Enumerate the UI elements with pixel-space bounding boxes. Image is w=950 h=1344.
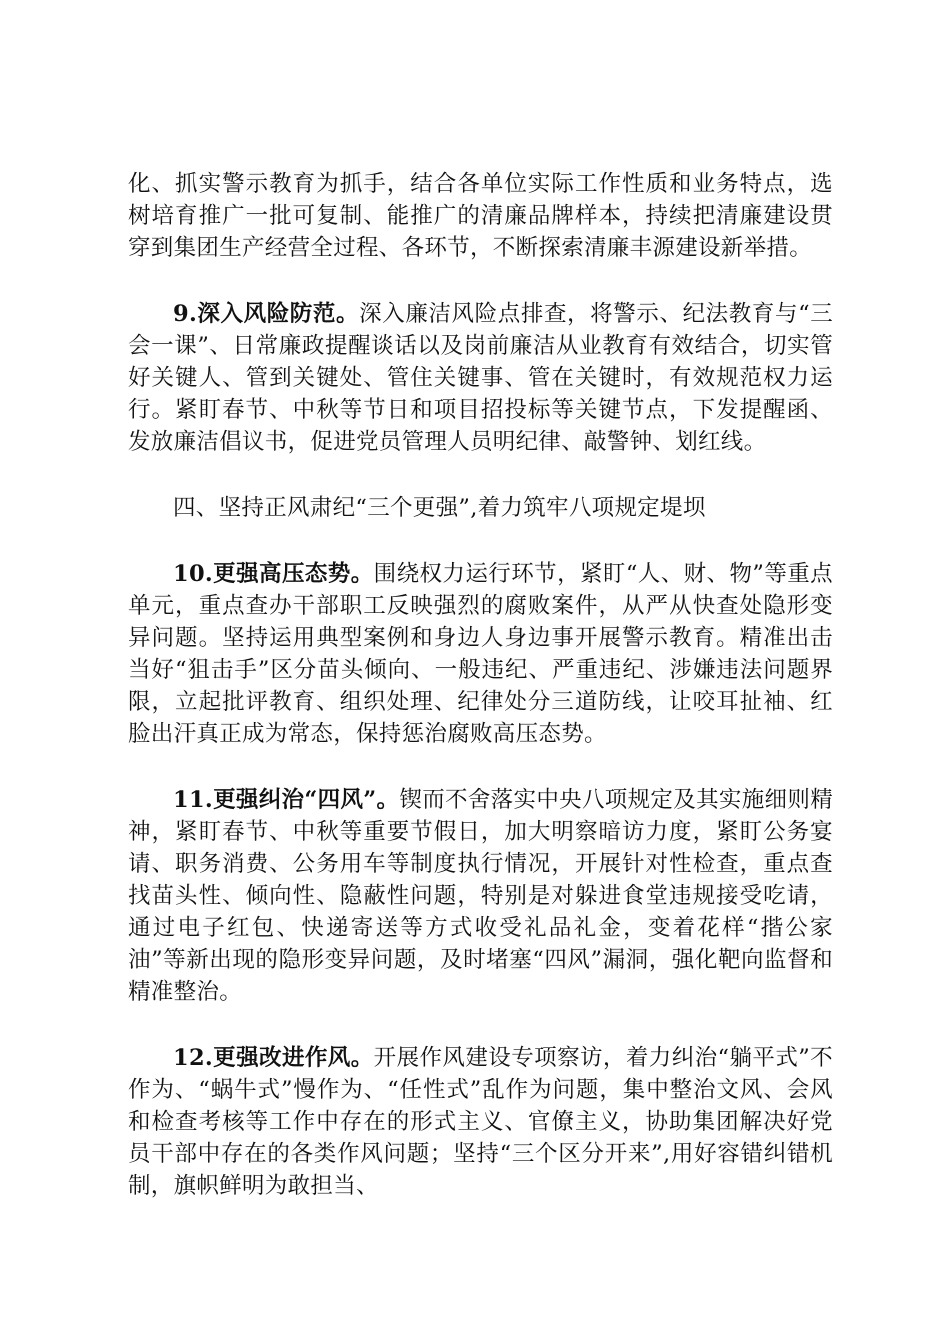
paragraph-item-12: [128, 1042, 833, 1202]
paragraph-item-9: [128, 298, 833, 458]
section-heading-4: 四、坚持正风肃纪“三个更强”,着力筑牢八项规定堤坝: [173, 495, 706, 521]
item-9-text: 深入廉洁风险点排查，将警示、纪法教育与“三会一课”、日常廉政提醒谈话以及岗前廉洁从业教育有效结合，切实管好关键人、管到关键处、管住关键事、管在关键时，有效规范权力运行。紧盯春节、中秋等节日和项目招投标等关键节点，下发提醒函、发放廉洁倡议书，促进党员管理人员明纪律、敲警钟、划红线。: [128, 301, 833, 455]
item-12-title: 12.更强改进作风。: [173, 1045, 374, 1071]
item-11-title: 11.更强纠治“四风”。: [173, 787, 400, 813]
document-page: [128, 168, 833, 1236]
paragraph-item-10: [128, 558, 833, 750]
paragraph-continuation: [128, 168, 833, 264]
item-9-title: 9.深入风险防范。: [173, 301, 360, 327]
item-10-text: 围绕权力运行环节，紧盯“人、财、物”等重点单元，重点查办干部职工反映强烈的腐败案件，从严从快查处隐形变异问题。坚持运用典型案例和身边人身边事开展警示教育。精准出击当好“狙击手”区分苗头倾向、一般违纪、严重违纪、涉嫌违法问题界限，立起批评教育、组织处理、纪律处分三道防线，让咬耳扯袖、红脸出汗真正成为常态，保持惩治腐败高压态势。: [128, 561, 833, 747]
item-12-text: 开展作风建设专项察访，着力纠治“躺平式”不作为、“蜗牛式”慢作为、“任性式”乱作为问题，集中整治文风、会风和检查考核等工作中存在的形式主义、官僚主义，协助集团解决好党员干部中存在的各类作风问题；坚持“三个区分开来”,用好容错纠错机制，旗帜鲜明为敢担当、: [128, 1045, 833, 1199]
paragraph-item-11: [128, 784, 833, 1008]
item-11-text: 锲而不舍落实中央八项规定及其实施细则精神，紧盯春节、中秋等重要节假日，加大明察暗访力度，紧盯公务宴请、职务消费、公务用车等制度执行情况，开展针对性检查，重点查找苗头性、倾向性、隐蔽性问题，特别是对躲进食堂违规接受吃请，通过电子红包、快递寄送等方式收受礼品礼金，变着花样“揩公家油”等新出现的隐形变异问题，及时堵塞“四风”漏洞，强化靶向监督和精准整治。: [128, 787, 833, 1005]
paragraph-text: 化、抓实警示教育为抓手，结合各单位实际工作性质和业务特点，选树培育推广一批可复制、能推广的清廉品牌样本，持续把清廉建设贯穿到集团生产经营全过程、各环节，不断探索清廉丰源建设新举措。: [128, 171, 833, 261]
item-10-title: 10.更强高压态势。: [173, 561, 374, 587]
